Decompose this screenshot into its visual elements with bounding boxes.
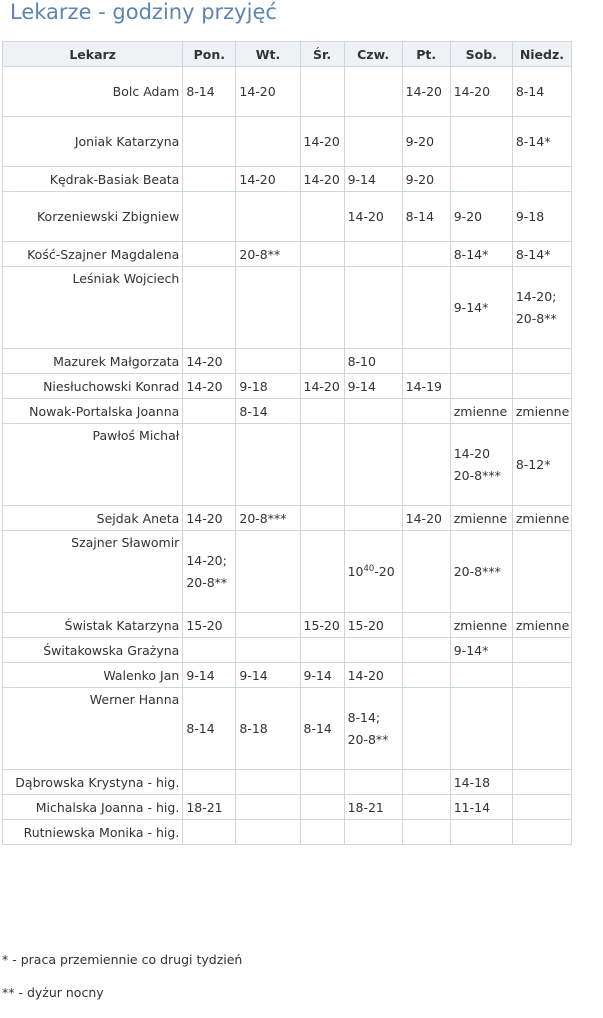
hours-cell	[402, 613, 450, 638]
hours-cell: 15-20	[344, 613, 402, 638]
hours-cell	[183, 117, 236, 167]
hours-cell: 14-20	[183, 349, 236, 374]
table-row	[3, 795, 572, 820]
hours-cell: zmienne	[450, 613, 512, 638]
hours-cell: 14-20 20-8***	[450, 424, 512, 506]
hours-cell: zmienne	[450, 399, 512, 424]
hours-cell: 8-14	[236, 399, 300, 424]
hours-cell: 14-20	[344, 663, 402, 688]
hours-cell: 8-14*	[512, 117, 571, 167]
hours-cell	[402, 638, 450, 663]
hours-cell: 8-14*	[450, 242, 512, 267]
header-cell: Pt.	[402, 42, 450, 67]
hours-cell	[183, 242, 236, 267]
hours-cell	[402, 770, 450, 795]
doctor-name: Leśniak Wojciech	[3, 267, 183, 349]
doctor-name: Joniak Katarzyna	[3, 117, 183, 167]
hours-cell	[300, 506, 344, 531]
doctor-name: Rutniewska Monika - hig.	[3, 820, 183, 845]
hours-cell: 20-8**	[236, 242, 300, 267]
hours-cell	[402, 663, 450, 688]
header-cell: Czw.	[344, 42, 402, 67]
header-cell: Wt.	[236, 42, 300, 67]
hours-cell	[450, 688, 512, 770]
hours-cell	[300, 349, 344, 374]
hours-cell	[402, 242, 450, 267]
hours-cell: 8-14	[512, 67, 571, 117]
hours-cell: 9-18	[512, 192, 571, 242]
hours-cell	[512, 531, 571, 613]
hours-cell	[300, 820, 344, 845]
hours-cell	[450, 117, 512, 167]
hours-cell	[183, 424, 236, 506]
doctor-name: Walenko Jan	[3, 663, 183, 688]
hours-cell	[344, 638, 402, 663]
hours-cell: 14-20	[344, 192, 402, 242]
hours-cell	[183, 820, 236, 845]
doctor-name: Kość-Szajner Magdalena	[3, 242, 183, 267]
hours-cell	[402, 267, 450, 349]
doctor-name: Nowak-Portalska Joanna	[3, 399, 183, 424]
table-row	[3, 349, 572, 374]
hours-cell	[300, 67, 344, 117]
hours-cell	[236, 770, 300, 795]
doctor-name: Pawłoś Michał	[3, 424, 183, 506]
hours-cell	[236, 613, 300, 638]
schedule-table	[2, 41, 572, 845]
hours-cell	[236, 820, 300, 845]
hours-cell	[183, 167, 236, 192]
doctor-name: Dąbrowska Krystyna - hig.	[3, 770, 183, 795]
hours-cell	[344, 242, 402, 267]
hours-cell	[402, 399, 450, 424]
hours-cell	[450, 167, 512, 192]
hours-cell	[344, 399, 402, 424]
hours-cell: 14-19	[402, 374, 450, 399]
hours-cell	[450, 374, 512, 399]
hours-cell	[236, 424, 300, 506]
hours-cell: 9-14*	[450, 267, 512, 349]
hours-cell	[236, 531, 300, 613]
header-cell: Śr.	[300, 42, 344, 67]
hours-cell	[450, 349, 512, 374]
header-row	[3, 42, 572, 67]
doctor-name: Sejdak Aneta	[3, 506, 183, 531]
hours-cell: 14-20; 20-8**	[183, 531, 236, 613]
hours-cell: 14-20	[236, 67, 300, 117]
table-row	[3, 374, 572, 399]
hours-cell	[402, 349, 450, 374]
page-title: Lekarze - godziny przyjęć	[10, 0, 277, 24]
header-cell: Niedz.	[512, 42, 571, 67]
hours-cell: zmienne	[450, 506, 512, 531]
hours-cell: 8-14	[183, 688, 236, 770]
hours-cell: 14-20	[450, 67, 512, 117]
hours-cell	[236, 117, 300, 167]
hours-cell	[236, 267, 300, 349]
hours-cell: 9-20	[450, 192, 512, 242]
hours-cell	[344, 770, 402, 795]
hours-cell: 18-21	[344, 795, 402, 820]
hours-cell	[344, 820, 402, 845]
hours-cell: 8-10	[344, 349, 402, 374]
hours-cell	[300, 242, 344, 267]
doctor-name: Świstak Katarzyna	[3, 613, 183, 638]
hours-cell	[183, 399, 236, 424]
hours-cell	[236, 638, 300, 663]
hours-cell	[300, 795, 344, 820]
hours-cell	[402, 424, 450, 506]
doctor-name: Niesłuchowski Konrad	[3, 374, 183, 399]
hours-cell: 9-18	[236, 374, 300, 399]
hours-cell	[236, 349, 300, 374]
footnote: ** - dyżur nocny	[2, 985, 104, 1000]
doctor-name: Werner Hanna	[3, 688, 183, 770]
hours-cell: 14-20	[183, 506, 236, 531]
doctor-name: Bolc Adam	[3, 67, 183, 117]
hours-cell: 14-20	[300, 117, 344, 167]
hours-cell: 8-14; 20-8**	[344, 688, 402, 770]
hours-cell	[300, 399, 344, 424]
hours-cell: 9-20	[402, 167, 450, 192]
hours-cell	[402, 820, 450, 845]
hours-cell	[450, 663, 512, 688]
hours-cell	[512, 167, 571, 192]
hours-cell: 9-14	[344, 167, 402, 192]
table-row	[3, 267, 572, 349]
hours-cell: 9-14	[183, 663, 236, 688]
hours-cell: 14-20	[300, 167, 344, 192]
hours-cell	[512, 820, 571, 845]
hours-cell	[402, 531, 450, 613]
hours-cell	[450, 820, 512, 845]
hours-cell	[512, 374, 571, 399]
hours-cell: 9-14	[236, 663, 300, 688]
hours-cell	[512, 770, 571, 795]
hours-cell: 9-20	[402, 117, 450, 167]
hours-cell	[512, 638, 571, 663]
hours-cell: 8-14	[402, 192, 450, 242]
doctor-name: Kędrak-Basiak Beata	[3, 167, 183, 192]
hours-cell	[300, 192, 344, 242]
header-cell: Lekarz	[3, 42, 183, 67]
hours-cell: zmienne	[512, 613, 571, 638]
hours-cell	[183, 770, 236, 795]
hours-cell	[402, 795, 450, 820]
table-row	[3, 820, 572, 845]
table-row	[3, 242, 572, 267]
hours-cell: 14-20; 20-8**	[512, 267, 571, 349]
doctor-name: Mazurek Małgorzata	[3, 349, 183, 374]
table-row	[3, 192, 572, 242]
hours-cell: 18-21	[183, 795, 236, 820]
hours-cell	[183, 638, 236, 663]
hours-cell	[300, 424, 344, 506]
hours-cell: 14-20	[236, 167, 300, 192]
hours-cell: 15-20	[300, 613, 344, 638]
header-cell: Pon.	[183, 42, 236, 67]
hours-cell: 20-8***	[450, 531, 512, 613]
hours-cell	[344, 506, 402, 531]
hours-cell	[300, 770, 344, 795]
table-row	[3, 663, 572, 688]
doctor-name: Świtakowska Grażyna	[3, 638, 183, 663]
hours-cell	[236, 795, 300, 820]
hours-cell: zmienne	[512, 506, 571, 531]
table-row	[3, 613, 572, 638]
table-row	[3, 424, 572, 506]
hours-cell: 14-20	[183, 374, 236, 399]
hours-cell: 9-14*	[450, 638, 512, 663]
hours-cell	[183, 267, 236, 349]
hours-cell	[344, 117, 402, 167]
hours-cell: 14-20	[402, 506, 450, 531]
hours-cell: 14-20	[300, 374, 344, 399]
doctor-name: Korzeniewski Zbigniew	[3, 192, 183, 242]
hours-cell: 8-14	[183, 67, 236, 117]
hours-cell: 15-20	[183, 613, 236, 638]
hours-cell	[512, 795, 571, 820]
hours-cell: 8-14*	[512, 242, 571, 267]
hours-cell	[512, 688, 571, 770]
table-row	[3, 117, 572, 167]
table-row	[3, 167, 572, 192]
table-row	[3, 770, 572, 795]
table-row	[3, 399, 572, 424]
hours-cell	[344, 424, 402, 506]
hours-cell	[300, 638, 344, 663]
footnote: * - praca przemiennie co drugi tydzień	[2, 952, 243, 967]
hours-cell: 8-14	[300, 688, 344, 770]
hours-cell	[300, 531, 344, 613]
hours-cell	[300, 267, 344, 349]
table-row	[3, 638, 572, 663]
table-row	[3, 531, 572, 613]
table-row	[3, 506, 572, 531]
doctor-name: Szajner Sławomir	[3, 531, 183, 613]
hours-cell: zmienne	[512, 399, 571, 424]
hours-cell: $10^{40}-20$	[344, 531, 402, 613]
header-cell: Sob.	[450, 42, 512, 67]
hours-cell	[512, 349, 571, 374]
table-row	[3, 67, 572, 117]
hours-cell	[402, 688, 450, 770]
hours-cell: 8-12*	[512, 424, 571, 506]
hours-cell	[236, 192, 300, 242]
hours-cell	[344, 67, 402, 117]
doctor-name: Michalska Joanna - hig.	[3, 795, 183, 820]
hours-cell: 14-20	[402, 67, 450, 117]
table-row	[3, 688, 572, 770]
hours-cell	[344, 267, 402, 349]
hours-cell	[512, 663, 571, 688]
hours-cell: 9-14	[300, 663, 344, 688]
hours-cell: 14-18	[450, 770, 512, 795]
hours-cell: 9-14	[344, 374, 402, 399]
hours-cell: 11-14	[450, 795, 512, 820]
hours-cell	[183, 192, 236, 242]
hours-cell: 8-18	[236, 688, 300, 770]
hours-cell: 20-8***	[236, 506, 300, 531]
